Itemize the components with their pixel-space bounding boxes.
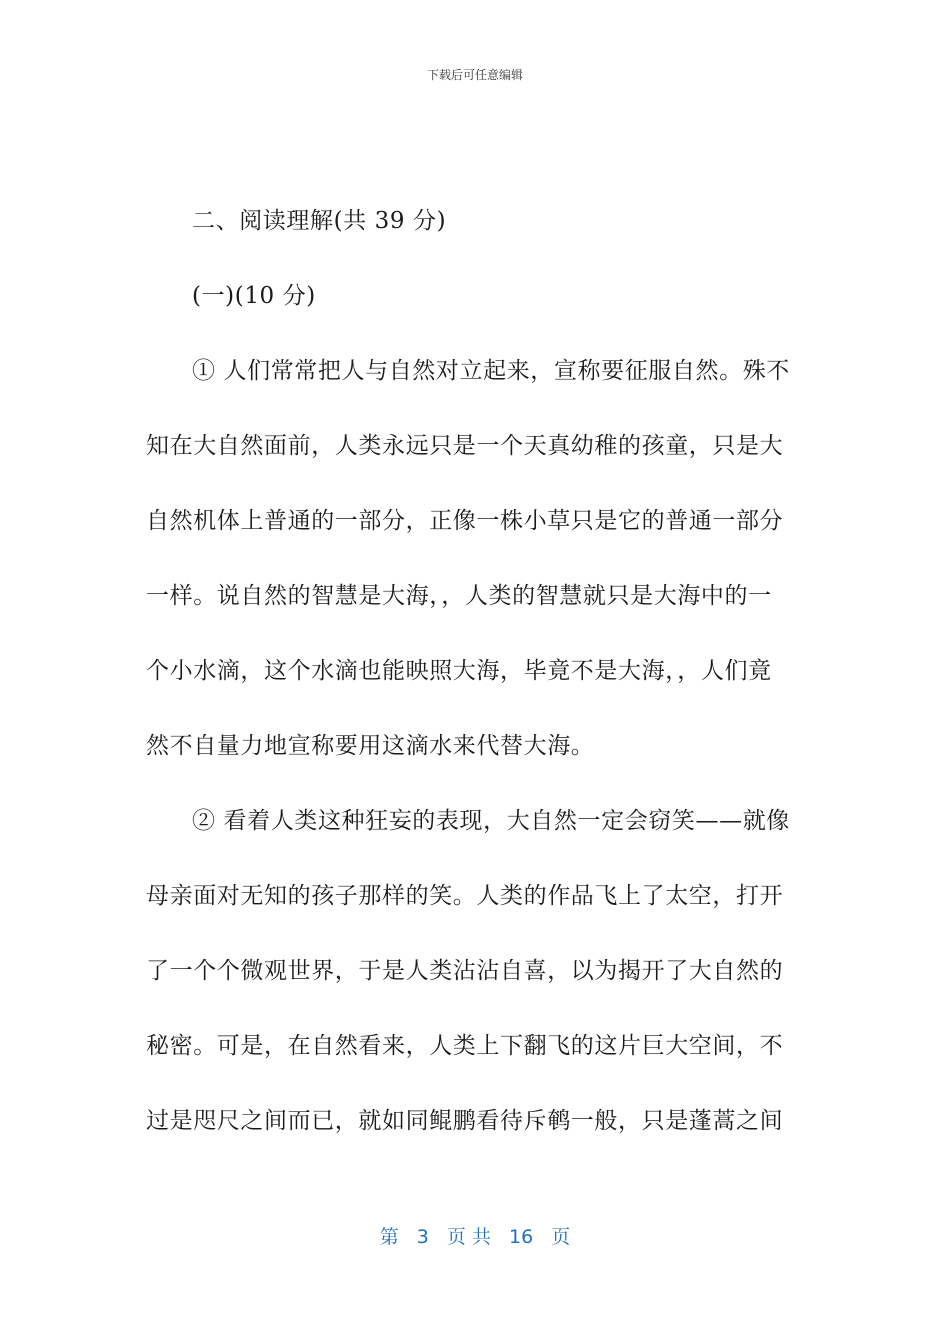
paragraph-line: 个小水滴，这个水滴也能映照大海，毕竟不是大海，，人们竟 (146, 658, 772, 684)
paragraph-line: ② 看着人类这种狂妄的表现，大自然一定会窃笑——就像 (192, 808, 790, 834)
page-number-footer (0, 1222, 950, 1249)
section-subtitle: (一)(10 分) (192, 283, 316, 309)
paragraph-line: 一样。说自然的智慧是大海，，人类的智慧就只是大海中的一 (146, 583, 772, 609)
footer-current-page: 3 (416, 1226, 429, 1248)
page-header-note: 下载后可任意编辑 (426, 68, 523, 82)
paragraph-line: 过是咫尺之间而已，就如同鲲鹏看待斥鹌一般，只是蓬蒿之间 (146, 1108, 784, 1134)
paragraph-line: 自然机体上普通的一部分，正像一株小草只是它的普通一部分 (146, 508, 784, 534)
paragraph-line: ① 人们常常把人与自然对立起来，宣称要征服自然。殊不 (192, 358, 790, 384)
paragraph-line: 了一个个微观世界，于是人类沾沾自喜，以为揭开了大自然的 (146, 958, 784, 984)
document-body (146, 190, 806, 1165)
footer-total-pages: 16 (509, 1226, 534, 1248)
paragraph-line: 母亲面对无知的孩子那样的笑。人类的作品飞上了太空，打开 (146, 883, 784, 909)
footer-middle: 页 共 (446, 1226, 491, 1248)
section-title: 二、阅读理解(共 39 分) (192, 208, 447, 234)
paragraph-line: 秘密。可是，在自然看来，人类上下翻飞的这片巨大空间，不 (146, 1033, 784, 1059)
footer-prefix: 第 (379, 1226, 399, 1248)
paragraph-line: 然不自量力地宣称要用这滴水来代替大海。 (146, 733, 595, 759)
paragraph-line: 知在大自然面前，人类永远只是一个天真幼稚的孩童，只是大 (146, 433, 784, 459)
footer-suffix: 页 (551, 1226, 571, 1248)
